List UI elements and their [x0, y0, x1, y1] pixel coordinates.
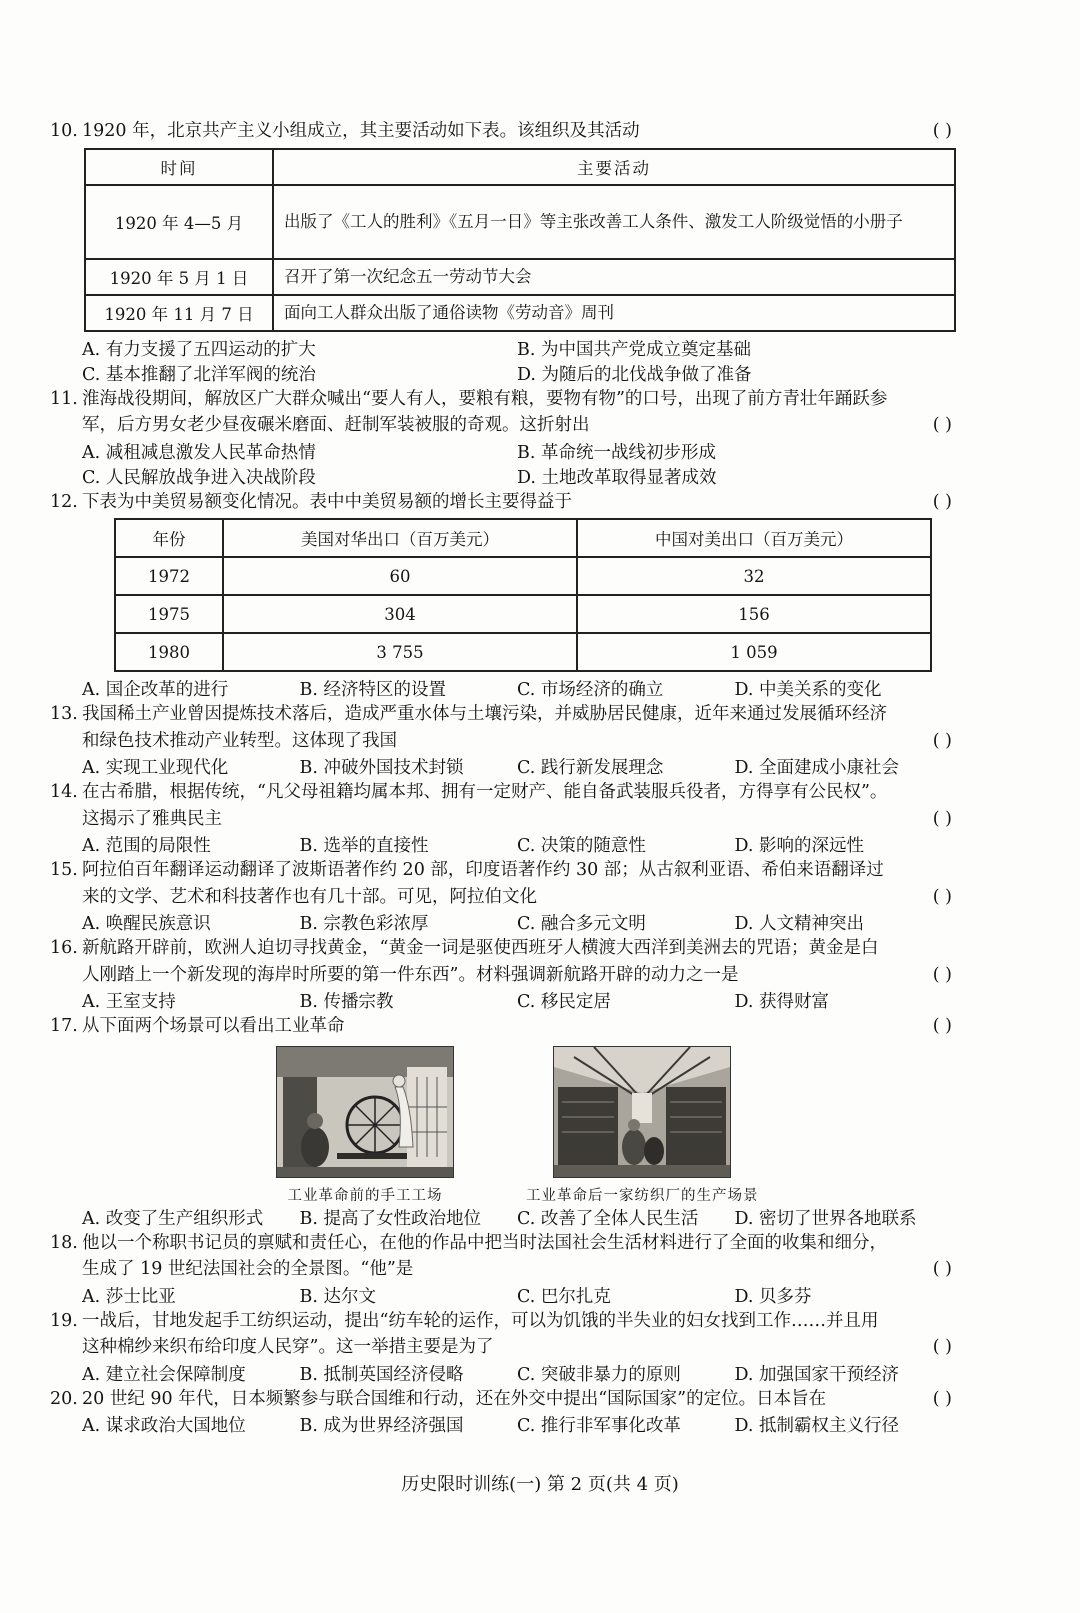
question-number: 10.: [50, 121, 78, 141]
options: [52, 1412, 952, 1437]
question-stem: 1920 年，北京共产主义小组成立，其主要活动如下表。该组织及其活动: [82, 121, 640, 141]
question-stem: 淮海战役期间，解放区广大群众喊出“要人有人，要粮有粮，要物有物”的口号，出现了前方青壮年踊跃参军，后方男女老少昼夜碾米磨面、赶制军装被服的奇观。这折射出: [82, 388, 888, 435]
table-cell: 60: [223, 557, 577, 595]
table-row: [115, 557, 931, 595]
question-stem: 从下面两个场景可以看出工业革命: [82, 1016, 345, 1036]
answer-blank[interactable]: ( ): [932, 808, 952, 829]
question-stem: 一战后，甘地发起手工纺织运动，提出“纺车轮的运作，可以为饥饿的半失业的妇女找到工作……并且用这种棉纱来织布给印度人民穿”。这一举措主要是为了: [82, 1310, 879, 1357]
option-b[interactable]: B. 为中国共产党成立奠定基础: [517, 339, 751, 360]
option-b[interactable]: B. 传播宗教: [299, 992, 394, 1012]
option-b[interactable]: B. 抵制英国经济侵略: [299, 1364, 464, 1385]
option-c[interactable]: C. 移民定居: [517, 992, 611, 1012]
option-b[interactable]: B. 宗教色彩浓厚: [299, 914, 429, 934]
answer-blank[interactable]: ( ): [932, 1337, 952, 1357]
figure-caption: 工业革命前的手工工场: [287, 1187, 443, 1204]
option-c[interactable]: C. 市场经济的确立: [517, 680, 664, 700]
table-cell: 1920 年 5 月 1 日: [85, 259, 273, 295]
option-d[interactable]: D. 加强国家干预经济: [734, 1364, 900, 1385]
option-b[interactable]: B. 提高了女性政治地位: [299, 1208, 481, 1229]
option-a[interactable]: A. 建立社会保障制度: [82, 1364, 246, 1385]
question-number: 12.: [50, 491, 78, 512]
table-cell: 面向工人群众出版了通俗读物《劳动音》周刊: [273, 295, 955, 331]
textile-factory-illustration: [553, 1046, 731, 1178]
question-stem: 他以一个称职书记员的禀赋和责任心，在他的作品中把当时法国社会生活材料进行了全面的收集和细分，生成了 19 世纪法国社会的全景图。“他”是: [82, 1232, 887, 1279]
option-d[interactable]: D. 获得财富: [734, 992, 830, 1012]
option-a[interactable]: A. 范围的局限性: [82, 836, 211, 856]
answer-blank[interactable]: ( ): [932, 886, 952, 907]
table-cell: 召开了第一次纪念五一劳动节大会: [273, 259, 955, 295]
question-number: 17.: [50, 1016, 78, 1036]
option-d[interactable]: D. 密切了世界各地联系: [734, 1208, 917, 1229]
option-a[interactable]: A. 王室支持: [82, 992, 176, 1012]
table-cell: 出版了《工人的胜利》《五月一日》等主张改善工人条件、激发工人阶级觉悟的小册子: [273, 185, 955, 259]
options: [52, 754, 952, 779]
table-cell: 1975: [115, 595, 223, 633]
option-d[interactable]: D. 为随后的北伐战争做了准备: [517, 364, 752, 385]
question-stem: 我国稀土产业曾因提炼技术落后，造成严重水体与土壤污染，并威胁居民健康，近年来通过发展循环经济和绿色技术推动产业转型。这体现了我国: [82, 704, 887, 751]
option-a[interactable]: A. 实现工业现代化: [82, 758, 229, 778]
option-a[interactable]: A. 改变了生产组织形式: [82, 1208, 264, 1229]
option-b[interactable]: B. 冲破外国技术封锁: [299, 758, 464, 778]
question-stem: 新航路开辟前，欧洲人迫切寻找黄金，“黄金一词是驱使西班牙人横渡大西洋到美洲去的咒语；黄金是白人刚踏上一个新发现的海岸时所要的第一件东西”。材料强调新航路开辟的动力之一是: [82, 938, 879, 985]
question-number: 18.: [50, 1232, 78, 1253]
option-a[interactable]: A. 谋求政治大国地位: [82, 1416, 246, 1436]
table-cell: 1972: [115, 557, 223, 595]
question-stem: 在古希腊，根据传统，“凡父母祖籍均属本邦、拥有一定财产、能自备武装服兵役者，方得享有公民权”。这揭示了雅典民主: [82, 782, 888, 829]
table-cell: 1980: [115, 633, 223, 671]
question-number: 13.: [50, 704, 78, 724]
answer-blank[interactable]: ( ): [932, 491, 952, 512]
table-row: [85, 259, 955, 295]
spinning-wheel-illustration: [276, 1046, 454, 1178]
options: [52, 1283, 952, 1308]
option-d[interactable]: D. 人文精神突出: [734, 914, 865, 934]
table-header: 美国对华出口（百万美元）: [223, 519, 577, 557]
answer-blank[interactable]: ( ): [932, 1016, 952, 1036]
question-10: [52, 118, 952, 145]
table-header: 年份: [115, 519, 223, 557]
question-stem: 阿拉伯百年翻译运动翻译了波斯语著作约 20 部，印度语著作约 30 部；从古叙利亚语、希伯来语翻译过来的文学、艺术和科技著作也有几十部。可见，阿拉伯文化: [82, 860, 884, 907]
question-14: [52, 779, 952, 832]
answer-blank[interactable]: ( ): [932, 730, 952, 751]
table-header: 时间: [85, 149, 273, 185]
question-number: 20.: [50, 1388, 78, 1409]
table-header: 主要活动: [273, 149, 955, 185]
page-footer: 历史限时训练(一) 第 2 页(共 4 页): [401, 1474, 679, 1495]
question-19: [52, 1308, 952, 1361]
options: [52, 1361, 952, 1386]
option-a[interactable]: A. 减租减息激发人民革命热情: [82, 442, 316, 463]
table-cell: 1 059: [577, 633, 931, 671]
question-13: [52, 701, 952, 754]
table-cell: 304: [223, 595, 577, 633]
option-c[interactable]: C. 人民解放战争进入决战阶段: [82, 467, 316, 488]
option-d[interactable]: D. 土地改革取得显著成效: [517, 467, 717, 488]
option-b[interactable]: B. 达尔文: [299, 1286, 376, 1307]
option-c[interactable]: C. 改善了全体人民生活: [517, 1208, 699, 1229]
option-b[interactable]: B. 选举的直接性: [299, 836, 429, 856]
table-row: [85, 295, 955, 331]
option-a[interactable]: A. 有力支援了五四运动的扩大: [82, 339, 316, 360]
option-c[interactable]: C. 基本推翻了北洋军阀的统治: [82, 364, 316, 385]
option-d[interactable]: D. 全面建成小康社会: [734, 758, 900, 778]
question-stem: 20 世纪 90 年代，日本频繁参与联合国维和行动，还在外交中提出“国际国家”的定位。日本旨在: [82, 1388, 827, 1409]
table-cell: 1920 年 4—5 月: [85, 185, 273, 259]
answer-blank[interactable]: ( ): [932, 415, 952, 435]
options: [52, 1205, 952, 1230]
option-d[interactable]: D. 影响的深远性: [734, 836, 865, 856]
option-c[interactable]: C. 巴尔扎克: [517, 1286, 611, 1307]
option-c[interactable]: C. 融合多元文明: [517, 914, 646, 934]
figure-workshop: [276, 1046, 454, 1205]
table-row: [115, 633, 931, 671]
options: [52, 988, 952, 1013]
question-number: 15.: [50, 860, 78, 880]
options: [52, 336, 952, 386]
option-c[interactable]: C. 突破非暴力的原则: [517, 1364, 681, 1385]
question-17: [52, 1013, 952, 1040]
table-cell: 1920 年 11 月 7 日: [85, 295, 273, 331]
option-b[interactable]: B. 革命统一战线初步形成: [517, 442, 716, 463]
option-a[interactable]: A. 唤醒民族意识: [82, 914, 211, 934]
question-18: [52, 1230, 952, 1283]
option-b[interactable]: B. 成为世界经济强国: [299, 1416, 464, 1436]
trade-table: [114, 518, 932, 672]
question-12: [52, 489, 952, 516]
question-stem: 下表为中美贸易额变化情况。表中中美贸易额的增长主要得益于: [82, 491, 572, 512]
option-a[interactable]: A. 莎士比亚: [82, 1286, 176, 1307]
question-number: 19.: [50, 1310, 78, 1331]
option-c[interactable]: C. 决策的随意性: [517, 836, 646, 856]
table-cell: 3 755: [223, 633, 577, 671]
activities-table: [84, 148, 956, 332]
figure-factory: [526, 1046, 759, 1205]
answer-blank[interactable]: ( ): [932, 964, 952, 985]
table-cell: 32: [577, 557, 931, 595]
option-b[interactable]: B. 经济特区的设置: [299, 680, 446, 700]
question-20: [52, 1386, 952, 1413]
table-row: [115, 595, 931, 633]
question-15: [52, 857, 952, 910]
option-d[interactable]: D. 抵制霸权主义行径: [734, 1416, 900, 1436]
table-cell: 156: [577, 595, 931, 633]
table-row: [85, 185, 955, 259]
answer-blank[interactable]: ( ): [932, 1388, 952, 1409]
options: [52, 439, 952, 489]
figures: [276, 1046, 952, 1205]
option-a[interactable]: A. 国企改革的进行: [82, 680, 229, 700]
table-header: 中国对美出口（百万美元）: [577, 519, 931, 557]
option-d[interactable]: D. 贝多芬: [734, 1286, 812, 1307]
option-d[interactable]: D. 中美关系的变化: [734, 680, 882, 700]
figure-caption: 工业革命后一家纺织厂的生产场景: [526, 1187, 759, 1204]
answer-blank[interactable]: ( ): [932, 121, 952, 141]
option-c[interactable]: C. 推行非军事化改革: [517, 1416, 681, 1436]
question-number: 11.: [50, 388, 78, 409]
question-number: 16.: [50, 938, 78, 958]
options: [52, 832, 952, 857]
option-c[interactable]: C. 践行新发展理念: [517, 758, 664, 778]
question-11: [52, 386, 952, 439]
answer-blank[interactable]: ( ): [932, 1259, 952, 1279]
options: [52, 910, 952, 935]
options: [52, 676, 952, 701]
question-16: [52, 935, 952, 988]
question-number: 14.: [50, 782, 78, 802]
exam-page: [52, 118, 952, 1437]
